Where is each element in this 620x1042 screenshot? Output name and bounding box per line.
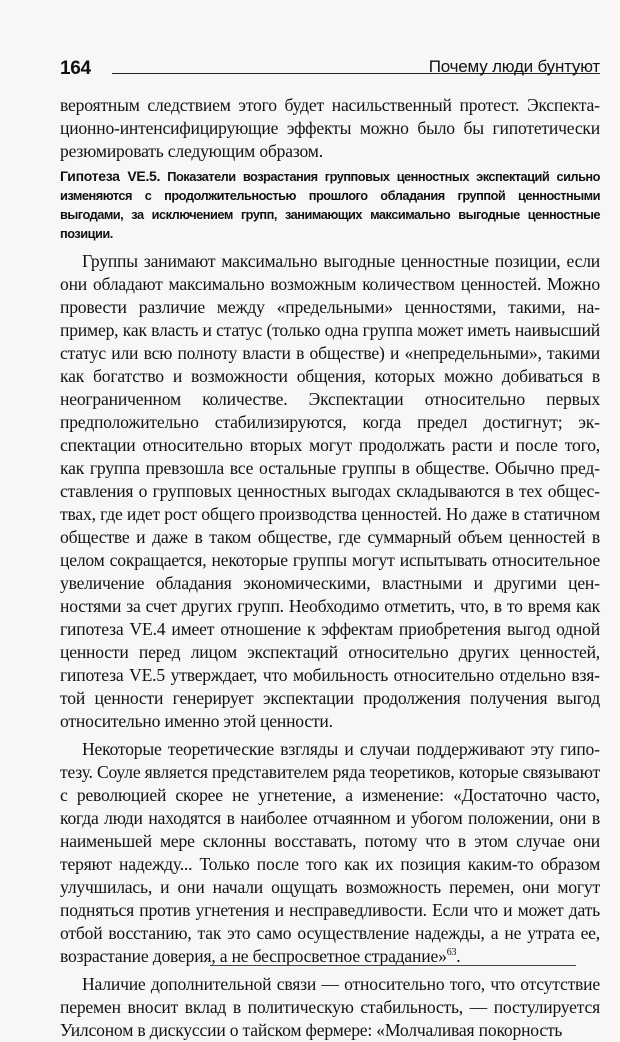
hypothesis-block bbox=[60, 167, 600, 243]
paragraph-theories-text: Некоторые теоретические взгляды и случаи поддерживают эту гипотезу. Соуле является представителем ряда теоретиков, которые связывают с революцией скорее не угнетение, а изменение: «Достаточно часто, когда люди находятся в наиболее отчаянном и убогом положении, они в наименьшей мере склонны восставать, потому что в этом случае они теряют надежду... Только после того как их позиция каким-то образом улучшилась, и они начали ощущать возможность перемен, они могут подняться против угнетения и несправедливости. Если что и может дать отбой восстанию, так это само осуществление надежды, а не утрата ее, возрастание доверия, а не беспросветное страдание» bbox=[60, 739, 600, 966]
page-header bbox=[60, 52, 600, 82]
bottom-rule bbox=[210, 965, 576, 966]
page-body bbox=[60, 94, 600, 1042]
page-number: 164 bbox=[60, 58, 91, 79]
paragraph-groups: Группы занимают максимально выгодные ценностные позиции, если они обладают максимально возможным количеством ценностей. Можно провести различие между «предельными» ценностями, такими, например, как власть и статус (только одна группа может иметь наивысший статус или всю полноту власти в обществе) и «непредельными», такими как богатство и возможности общения, которых можно добиваться в неограниченном количестве. Экспектации относительно первых предположительно стабилизируются, когда предел достигнут; экспектации относительно вторых могут продолжать расти и после того, как группа превзошла все остальные группы в обществе. Обычно представления о групповых ценностных выгодах складываются в тех обществах, где идет рост общего производства ценностей. Но даже в статичном обществе и даже в таком обществе, где суммарный объем ценностей в целом сокращается, некоторые группы могут испытывать относительное увеличение обладания экономическими, властными и другими ценностями за счет других групп. Необходимо отметить, что, в то время как гипотеза VE.4 имеет отношение к эффектам приобретения выгод одной ценности перед лицом экспектаций относительно других ценностей, гипотеза VE.5 утверждает, что мобильность относительно отдельно взятой ценности генерирует экспектации продолжения получения выгод относительно именно этой ценности. bbox=[60, 251, 600, 731]
paragraph-wilson: Наличие дополнительной связи — относительно того, что отсутствие перемен вносит вклад в политическую стабильность, — постулируется Уилсоном в дискуссии о тайском фермере: «Молчаливая покорность bbox=[60, 974, 600, 1040]
hypothesis-label: Гипотеза VE.5. bbox=[60, 168, 161, 184]
footnote-ref: 63 bbox=[446, 947, 457, 959]
hypothesis-text: Показатели возрастания групповых ценностных экспектаций сильно изменяются с продолжительностью прошлого обладания группой ценностными выгодами, за исключением групп, занимающих максимально выгодные ценностные позиции. bbox=[60, 169, 600, 241]
paragraph-continuation: вероятным следствием этого будет насильственный протест. Экспектационно-интенсифицирующие эффекты можно было бы гипотетически резюмировать следующим образом. bbox=[60, 95, 600, 161]
paragraph-theories bbox=[60, 738, 600, 968]
paragraph-theories-end: . bbox=[456, 946, 461, 966]
running-title: Почему люди бунтуют bbox=[428, 57, 600, 76]
